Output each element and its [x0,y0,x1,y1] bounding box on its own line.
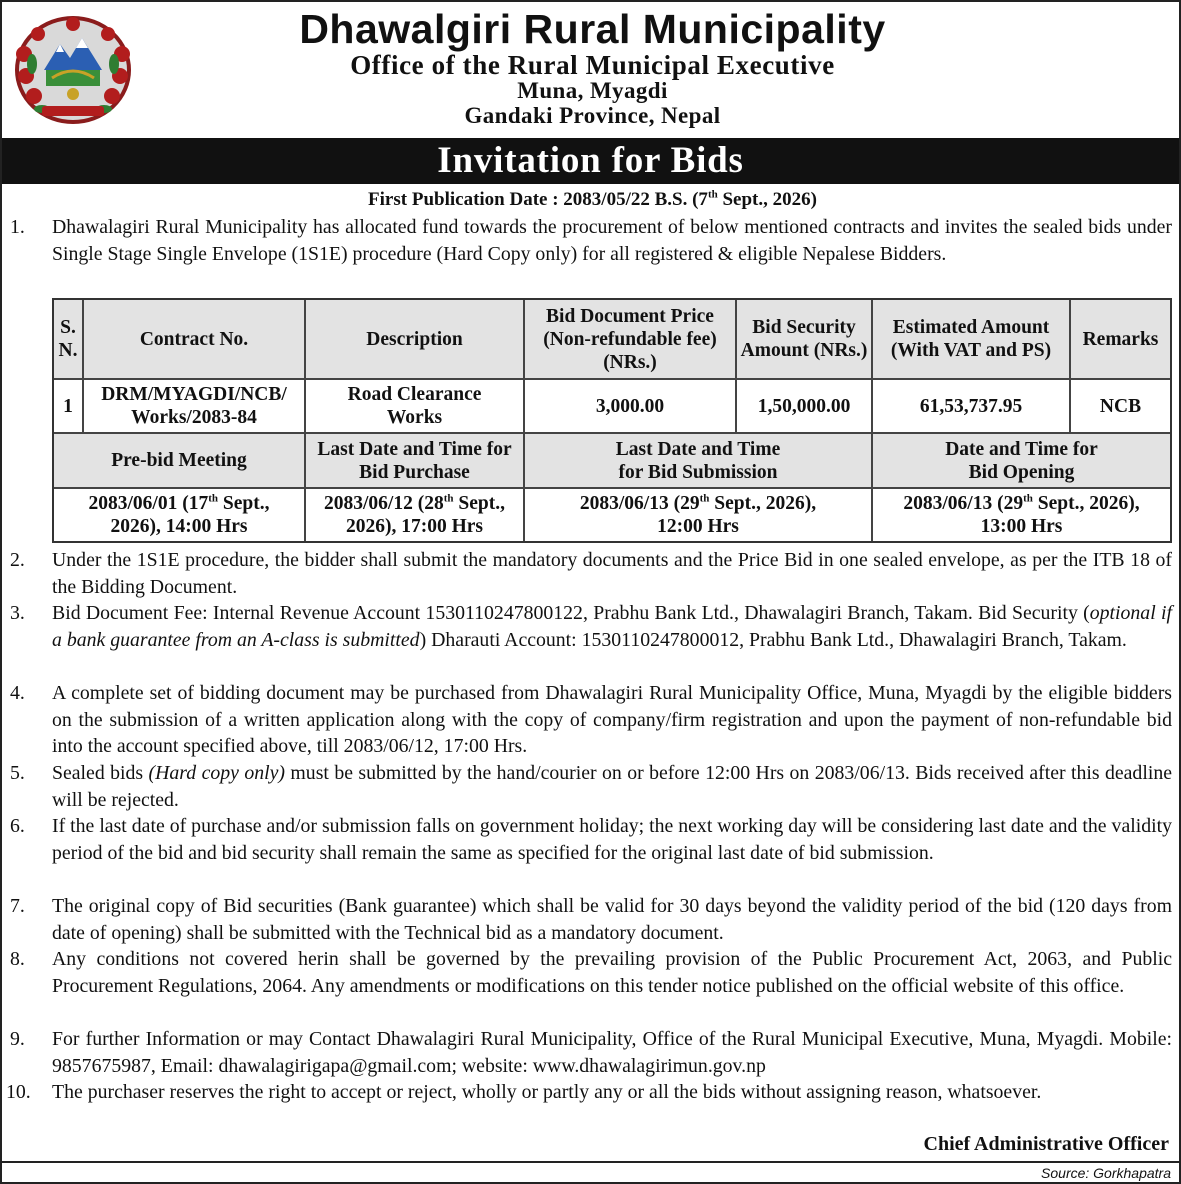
clause-text-part: Sealed bids [52,762,149,784]
table-cell-contract-no: DRM/MYAGDI/NCB/ Works/2083-84 [84,380,306,434]
clause-text: A complete set of bidding document may be purchased from Dhawalagiri Rural Municipality Office, Muna, Myagdi by the eligible bidders on the submission of a written application along with the copy of company/firm registration and upon the payment of non-refundable bid into the account specified above, till 2083/06/12, 17:00 Hrs. [52,682,1172,758]
publication-date [2,188,1181,212]
table-header-sn: S. N. [54,300,84,380]
table-header-description: Description [306,300,525,380]
schedule-header-bid-submission: Last Date and Time for Bid Submission [525,434,873,489]
schedule-value-text: 2083/06/01 (17 [88,493,209,514]
publication-date-suffix: Sept., 2026) [717,189,817,210]
schedule-header-pre-bid: Pre-bid Meeting [54,434,306,489]
source-bar [2,1161,1181,1184]
schedule-value-bid-submission [525,489,873,541]
clause-text-italic: optional if a bank guarantee from an A-class is submitted [52,602,1172,651]
clause-number: 1. [10,216,25,238]
clause-number: 9. [10,1028,25,1050]
schedule-value-text: Sept., 2026), 12:00 Hrs [657,493,817,537]
clause-text-part: ) Dharauti Account: 1530110247800012, Prabhu Bank Ltd., Dhawalagiri Branch, Takam. [419,628,1127,651]
address-line-1: Muna, Myagdi [517,78,668,103]
municipality-title: Dhawalgiri Rural Municipality [299,6,886,52]
schedule-value-ordinal: th [208,492,219,505]
schedule-value-bid-purchase [306,489,525,541]
schedule-value-text: 2083/06/12 (28 [324,493,444,514]
address-line-2: Gandaki Province, Nepal [464,103,721,128]
notice-header [2,2,1179,134]
schedule-value-pre-bid [54,489,306,541]
table-header-remarks: Remarks [1071,300,1170,380]
schedule-value-ordinal: th [699,492,710,505]
notice-banner-title: Invitation for Bids [2,138,1179,184]
clause-text: Any conditions not covered herin shall be governed by the prevailing provision of the Public Procurement Act, 2063, and Public Procurement Regulations, 2064. Any amendments or modifications on this tender notice published on the official website of this office. [52,948,1172,997]
clause-text: For further Information or may Contact Dhawalagiri Rural Municipality, Office of the Rural Municipal Executive, Muna, Myagdi. Mobile: 9857675987, Email: dhawalagirigapa@gmail.com; website: www.dhawalagirimun.gov.np [52,1028,1172,1077]
clause-number: 5. [10,762,25,784]
clause-text: Under the 1S1E procedure, the bidder shall submit the mandatory documents and the Price Bid in one sealed envelope, as per the ITB 18 of the Bidding Document. [52,549,1172,598]
bid-table [52,298,1172,543]
schedule-value-text: 2083/06/13 (29 [579,493,700,514]
table-header-bid-security: Bid Security Amount (NRs.) [737,300,873,380]
schedule-value-ordinal: th [443,492,454,505]
clause-number: 7. [10,895,25,917]
clause-text: The purchaser reserves the right to accept or reject, wholly or partly any or all the bids without assigning reason, whatsoever. [52,1081,1042,1103]
schedule-header-bid-purchase: Last Date and Time for Bid Purchase [306,434,525,489]
clause-text: If the last date of purchase and/or submission falls on government holiday; the next working day will be considering last date and the validity period of the bid and bid security shall remain the same as specified for the original last date of bid submission. [52,815,1172,864]
clause-number: 4. [10,682,25,704]
table-cell-bid-document-price: 3,000.00 [525,380,737,434]
table-header-contract-no: Contract No. [84,300,306,380]
clause-number: 8. [10,948,25,970]
clause-text [52,600,1172,653]
table-cell-remarks: NCB [1071,380,1170,434]
publication-date-prefix: First Publication Date : 2083/05/22 B.S. (7 [368,189,708,210]
clause-text-italic: (Hard copy only) [148,762,285,784]
clause-number: 2. [10,549,25,571]
clause-text: The original copy of Bid securities (Bank guarantee) which shall be valid for 30 days beyond the validity period of the bid (120 days from date of opening) shall be submitted with the Technical bid as a mandatory document. [52,895,1172,944]
table-cell-description: Road Clearance Works [306,380,525,434]
clause-number: 3. [10,602,25,624]
clause-text: Dhawalagiri Rural Municipality has allocated fund towards the procurement of below mentioned contracts and invites the sealed bids under Single Stage Single Envelope (1S1E) procedure (Hard Copy only) for all registered & eligible Nepalese Bidders. [52,216,1172,265]
table-cell-estimated-amount: 61,53,737.95 [873,380,1071,434]
source-credit: Source: Gorkhapatra [1041,1165,1171,1181]
schedule-value-ordinal: th [1023,492,1033,505]
table-header-estimated-amount: Estimated Amount (With VAT and PS) [873,300,1071,380]
office-name: Office of the Rural Municipal Executive [350,50,835,80]
clause-text [52,760,1172,813]
clause-number: 10. [6,1081,31,1103]
schedule-value-text: Sept., 2026), 13:00 Hrs [980,493,1140,537]
table-header-bid-document-price: Bid Document Price (Non-refundable fee) (NRs.) [525,300,737,380]
table-cell-bid-security: 1,50,000.00 [737,380,873,434]
schedule-value-bid-opening [873,489,1170,541]
table-cell-sn: 1 [54,380,84,434]
schedule-value-text: Sept., 2026), 14:00 Hrs [110,493,270,537]
signatory: Chief Administrative Officer [923,1133,1169,1155]
schedule-value-text: Sept., 2026), 17:00 Hrs [345,493,505,537]
schedule-header-bid-opening: Date and Time for Bid Opening [873,434,1170,489]
clause-number: 6. [10,815,25,837]
clause-text-part: Bid Document Fee: Internal Revenue Account 1530110247800122, Prabhu Bank Ltd., Dhawalagiri Branch, Takam. Bid Security ( [52,602,1090,624]
schedule-value-text: 2083/06/13 (29 [903,493,1024,514]
clause-text-part: must be submitted by the hand/courier on or before 12:00 Hrs on 2083/06/13. Bids received after this deadline will be rejected. [52,762,1172,811]
publication-date-ordinal: th [707,188,718,201]
